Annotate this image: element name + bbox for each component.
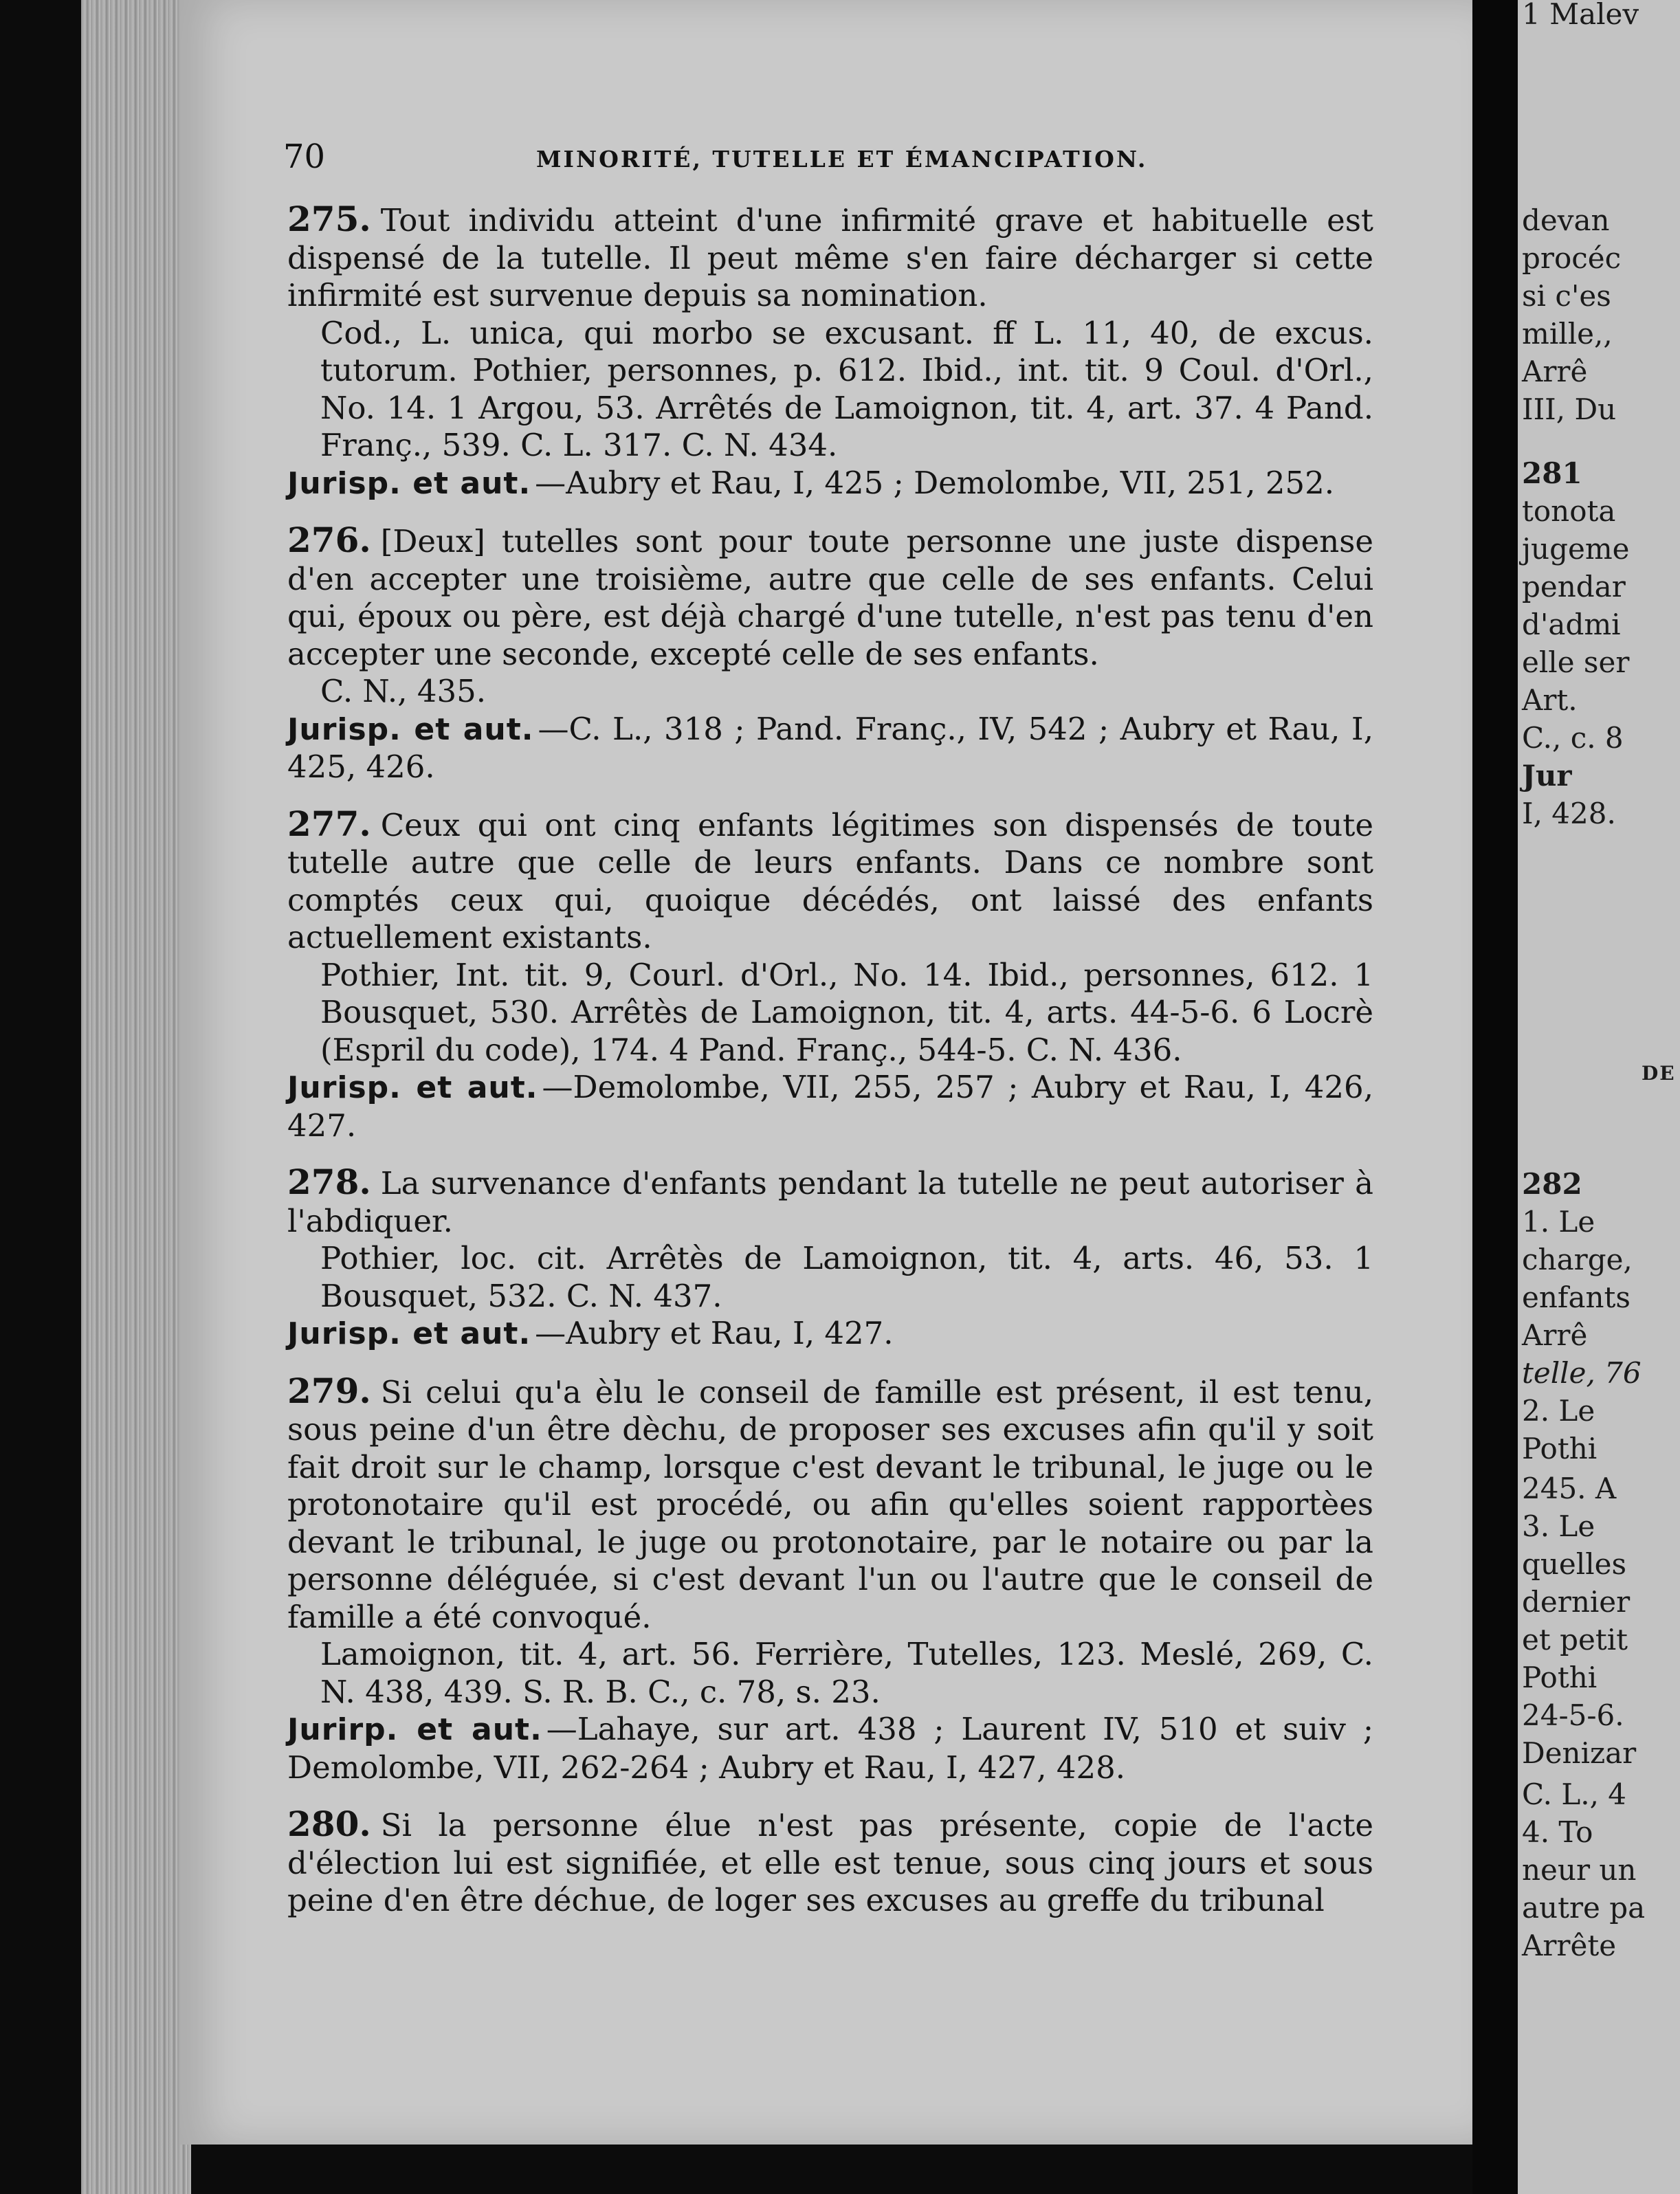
jurisprudence-text: —Lahaye, sur art. 438 ; Laurent IV, 510 et suiv ; Demolombe, VII, 262-264 ; Aubry et Rau, I, 427, 428. <box>287 1711 1373 1786</box>
facing-line: Art. <box>1522 683 1578 717</box>
running-title: MINORITÉ, TUTELLE ET ÉMANCIPATION. <box>536 146 1148 173</box>
jurisprudence-label: Jurisp. et aut. <box>287 465 531 501</box>
facing-line: Jur <box>1522 759 1572 793</box>
article-277 <box>287 803 1373 1145</box>
jurisprudence-label: Jurirp. et aut. <box>287 1712 542 1747</box>
facing-line: 1 Malev <box>1522 0 1639 31</box>
jurisprudence <box>287 465 1373 503</box>
facing-line: 2. Le <box>1522 1394 1595 1428</box>
article-references: Cod., L. unica, qui morbo se excusant. ff L. 11, 40, de excus. tutorum. Pothier, personnes, p. 612. Ibid., int. tit. 9 Coul. d'Orl., No. 14. 1 Argou, 53. Arrêtés de Lamoignon, tit. 4, art. 37. 4 Pand. Franç., 539. C. L. 317. C. N. 434. <box>320 314 1373 463</box>
article-276 <box>287 522 1373 786</box>
article-references: Lamoignon, tit. 4, art. 56. Ferrière, Tutelles, 123. Meslé, 269, C. N. 438, 439. S. R. B. C., c. 78, s. 23. <box>320 1636 1373 1710</box>
facing-line: elle ser <box>1522 645 1630 679</box>
facing-line: neur un <box>1522 1853 1637 1887</box>
book-gutter <box>1472 0 1518 2194</box>
facing-line: Pothi <box>1522 1432 1598 1465</box>
facing-line: devan <box>1522 203 1610 237</box>
facing-line: C. L., 4 <box>1522 1777 1627 1811</box>
article-references: Pothier, loc. cit. Arrêtès de Lamoignon, tit. 4, arts. 46, 53. 1 Bousquet, 532. C. N. 437. <box>320 1240 1373 1314</box>
jurisprudence-text: —Aubry et Rau, I, 425 ; Demolombe, VII, 251, 252. <box>535 464 1335 501</box>
facing-line: 245. A <box>1522 1472 1617 1505</box>
article-text <box>287 1164 1373 1240</box>
page-body <box>287 201 1373 1939</box>
article-text <box>287 803 1373 957</box>
jurisprudence-text: —Aubry et Rau, I, 427. <box>535 1315 894 1351</box>
article-number: 277. <box>287 803 371 844</box>
facing-line: Pothi <box>1522 1661 1598 1694</box>
facing-line: procéc <box>1522 241 1622 275</box>
page-edges <box>81 0 191 2194</box>
article-text <box>287 201 1373 315</box>
jurisprudence-label: Jurisp. et aut. <box>287 711 534 747</box>
jurisprudence-text: —C. L., 318 ; Pand. Franç., IV, 542 ; Aubry et Rau, I, 425, 426. <box>287 710 1373 785</box>
jurisprudence <box>287 1315 1373 1353</box>
facing-line: 4. To <box>1522 1815 1593 1849</box>
article-text <box>287 1370 1373 1637</box>
article-number: 275. <box>287 199 371 239</box>
facing-line: et petit <box>1522 1623 1628 1656</box>
facing-line: pendar <box>1522 570 1626 603</box>
facing-line: 3. Le <box>1522 1509 1595 1543</box>
page-header <box>283 137 1383 179</box>
article-references: C. N., 435. <box>320 673 487 709</box>
jurisprudence-label: Jurisp. et aut. <box>287 1316 531 1351</box>
facing-line: telle, 76 <box>1522 1356 1642 1390</box>
facing-line: 282 <box>1522 1167 1582 1201</box>
facing-line: 1. Le <box>1522 1205 1595 1239</box>
facing-line: dernier <box>1522 1585 1631 1619</box>
article-body: Si la personne élue n'est pas présente, copie de l'acte d'élection lui est signifiée, et elle est tenue, sous cinq jours et sous peine d'en être déchue, de loger ses excuses au greffe du tribunal <box>287 1807 1373 1918</box>
facing-line: jugeme <box>1522 532 1630 566</box>
jurisprudence <box>287 711 1373 786</box>
jurisprudence <box>287 1069 1373 1144</box>
article-number: 279. <box>287 1370 371 1411</box>
page-number: 70 <box>283 137 326 176</box>
article-text <box>287 1806 1373 1920</box>
facing-line: charge, <box>1522 1243 1633 1276</box>
article-body: Tout individu atteint d'une infirmité grave et habituelle est dispensé de la tutelle. Il peut même s'en faire décharger si cette infirmité est survenue depuis sa nomination. <box>287 202 1373 313</box>
facing-line: DE <box>1642 1062 1676 1085</box>
facing-line: enfants <box>1522 1281 1631 1314</box>
facing-line: Denizar <box>1522 1736 1637 1770</box>
jurisprudence-label: Jurisp. et aut. <box>287 1070 538 1105</box>
facing-line: Arrête <box>1522 1929 1617 1962</box>
article-280 <box>287 1806 1373 1920</box>
facing-line: 281 <box>1522 456 1582 490</box>
facing-line: autre pa <box>1522 1891 1646 1925</box>
facing-line: quelles <box>1522 1547 1627 1581</box>
article-number: 280. <box>287 1804 371 1844</box>
facing-line: Arrê <box>1522 1318 1588 1352</box>
facing-line: 24-5-6. <box>1522 1698 1624 1732</box>
facing-line: mille,, <box>1522 317 1613 351</box>
facing-line: tonota <box>1522 494 1616 528</box>
facing-line: si c'es <box>1522 279 1611 313</box>
facing-line: III, Du <box>1522 392 1617 426</box>
article-number: 276. <box>287 520 371 560</box>
article-text <box>287 522 1373 673</box>
facing-line: I, 428. <box>1522 797 1616 830</box>
article-275 <box>287 201 1373 502</box>
jurisprudence-text: —Demolombe, VII, 255, 257 ; Aubry et Rau, I, 426, 427. <box>287 1069 1373 1144</box>
article-body: Si celui qu'a èlu le conseil de famille est présent, il est tenu, sous peine d'un être dèchu, de proposer ses excuses afin qu'il y soit fait droit sur le champ, lorsque c'est devant le tribunal, le juge ou le protonotaire qu'il est procédé, ou afin qu'elles soient rapportèes devant le tribunal, le juge ou protonotaire, par le notaire ou par la personne déléguée, si c'est devant l'un ou l'autre que le conseil de famille a été convoqué. <box>287 1373 1373 1635</box>
facing-line: C., c. 8 <box>1522 721 1624 755</box>
article-number: 278. <box>287 1162 371 1202</box>
facing-line: d'admi <box>1522 608 1621 641</box>
article-279 <box>287 1370 1373 1787</box>
jurisprudence <box>287 1711 1373 1786</box>
article-body: Ceux qui ont cinq enfants légitimes son dispensés de toute tutelle autre que celle de leurs enfants. Dans ce nombre sont comptés ceux qui, quoique décédés, ont laissé des enfants actuellement existants. <box>287 806 1373 955</box>
article-body: [Deux] tutelles sont pour toute personne une juste dispense d'en accepter une troisième, autre que celle de ses enfants. Celui qui, époux ou père, est déjà chargé d'une tutelle, n'est pas tenu d'en accepter une seconde, excepté celle de ses enfants. <box>287 523 1373 672</box>
article-278 <box>287 1164 1373 1353</box>
article-body: La survenance d'enfants pendant la tutelle ne peut autoriser à l'abdiquer. <box>287 1165 1373 1239</box>
facing-page <box>1518 0 1680 2194</box>
article-references: Pothier, Int. tit. 9, Courl. d'Orl., No. 14. Ibid., personnes, 612. 1 Bousquet, 530. Arrêtès de Lamoignon, tit. 4, arts. 44-5-6. 6 Locrè (Espril du code), 174. 4 Pand. Franç., 544-5. C. N. 436. <box>320 956 1373 1068</box>
facing-line: Arrê <box>1522 355 1588 388</box>
